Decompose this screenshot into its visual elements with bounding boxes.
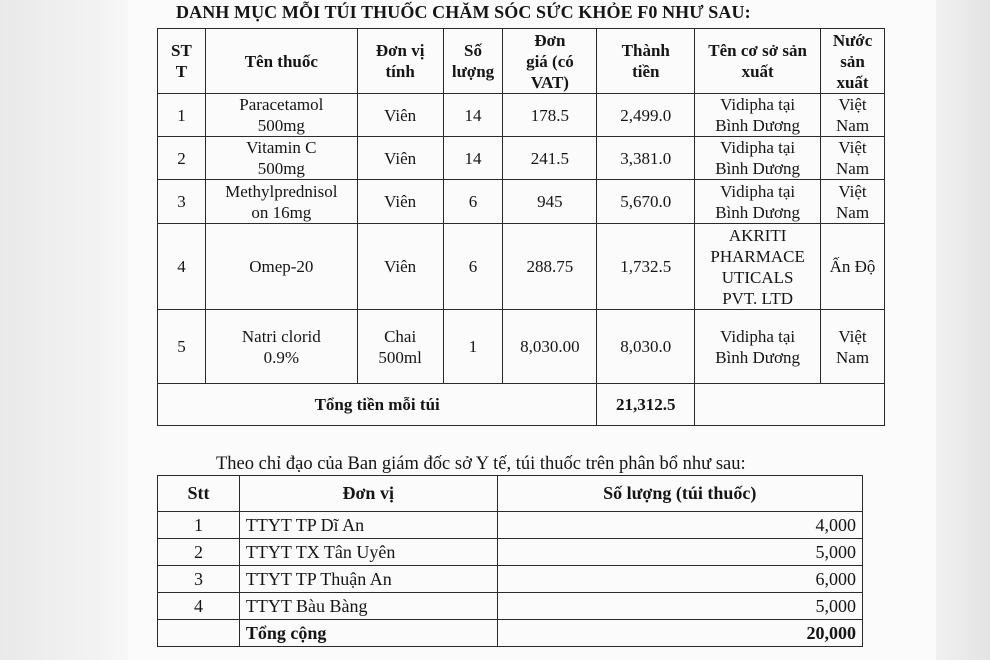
header-don-vi-tinh (357, 29, 443, 94)
header-line: Tên cơ sở sản (708, 41, 807, 60)
cell-nuoc-san-xuat-line: Nam (836, 202, 870, 222)
header-ten-thuoc: Tên thuốc (205, 29, 357, 94)
cell-don-vi-tinh (357, 310, 443, 384)
cell-thanh-tien (597, 224, 695, 310)
allocation-cell-don-vi: TTYT TP Thuận An (239, 566, 497, 593)
cell-stt-line: 5 (177, 337, 186, 356)
total-label: Tổng tiền mỗi túi (158, 384, 597, 426)
header-line: sản (840, 51, 865, 71)
cell-don-vi-tinh-line: 500ml (378, 347, 422, 367)
header-line: giá (có (526, 51, 574, 71)
allocation-cell-stt: 4 (158, 593, 240, 620)
cell-don-gia (503, 94, 597, 137)
cell-nuoc-san-xuat (821, 94, 885, 137)
page-shadow-right (936, 0, 990, 660)
header-stt (158, 29, 206, 94)
cell-co-so-san-xuat-line: PVT. LTD (722, 288, 794, 308)
cell-co-so-san-xuat-line: Vidipha tại (720, 95, 796, 114)
cell-co-so-san-xuat-line: Vidipha tại (720, 326, 796, 346)
table-row (158, 94, 885, 137)
cell-ten-thuoc (205, 180, 357, 224)
cell-stt-line: 2 (177, 148, 186, 168)
cell-stt (158, 310, 206, 384)
header-line: Đơn vị (375, 41, 425, 60)
allocation-row (158, 512, 863, 539)
allocation-row (158, 593, 863, 620)
cell-ten-thuoc (205, 310, 357, 384)
cell-co-so-san-xuat-line: AKRITI (728, 225, 787, 245)
header-line: VAT) (530, 72, 569, 92)
cell-thanh-tien (597, 94, 695, 137)
cell-thanh-tien-line: 5,670.0 (620, 192, 672, 211)
cell-co-so-san-xuat (695, 137, 821, 180)
cell-co-so-san-xuat-line: Bình Dương (715, 116, 801, 135)
cell-thanh-tien-line: 2,499.0 (620, 105, 672, 125)
cell-nuoc-san-xuat (821, 310, 885, 384)
cell-stt (158, 224, 206, 310)
cell-don-vi-tinh-line: Viên (384, 192, 417, 211)
cell-don-gia-line: 945 (537, 192, 563, 211)
header-line: ST (171, 41, 192, 60)
cell-nuoc-san-xuat (821, 224, 885, 310)
cell-ten-thuoc-line: Paracetamol (239, 95, 324, 114)
cell-co-so-san-xuat-line: Vidipha tại (720, 181, 796, 201)
cell-co-so-san-xuat-line: Vidipha tại (720, 138, 796, 157)
cell-don-vi-tinh-line: Viên (384, 105, 417, 125)
cell-co-so-san-xuat (695, 94, 821, 137)
cell-don-vi-tinh (357, 224, 443, 310)
allocation-total-value: 20,000 (497, 620, 862, 647)
cell-nuoc-san-xuat-line: Ấn Độ (829, 257, 876, 276)
cell-nuoc-san-xuat (821, 180, 885, 224)
allocation-cell-so-luong: 5,000 (497, 593, 862, 620)
cell-so-luong (443, 137, 503, 180)
cell-thanh-tien-line: 8,030.0 (620, 337, 672, 356)
header-line: tiền (632, 62, 660, 81)
cell-nuoc-san-xuat-line: Việt (838, 326, 867, 346)
cell-co-so-san-xuat-line: UTICALS (721, 267, 794, 287)
cell-so-luong (443, 94, 503, 137)
cell-nuoc-san-xuat-line: Nam (836, 347, 870, 367)
table-row (158, 224, 885, 310)
allocation-cell-stt: 1 (158, 512, 240, 539)
allocation-header-stt: Stt (158, 476, 240, 512)
allocation-cell-so-luong: 6,000 (497, 566, 862, 593)
cell-don-gia (503, 180, 597, 224)
page-shadow-left (0, 0, 128, 660)
cell-co-so-san-xuat-line: Bình Dương (715, 202, 801, 222)
header-line: xuất (741, 62, 774, 81)
header-line: tính (385, 62, 415, 81)
allocation-cell-don-vi: TTYT TX Tân Uyên (239, 539, 497, 566)
cell-ten-thuoc (205, 224, 357, 310)
cell-co-so-san-xuat (695, 180, 821, 224)
cell-co-so-san-xuat-line: Bình Dương (715, 347, 801, 367)
cell-ten-thuoc-line: Natri clorid (241, 326, 321, 346)
cell-don-gia (503, 137, 597, 180)
allocation-cell-stt: 2 (158, 539, 240, 566)
cell-so-luong-line: 6 (468, 257, 478, 276)
cell-thanh-tien-line: 3,381.0 (620, 148, 672, 168)
cell-thanh-tien-line: 1,732.5 (620, 257, 672, 276)
cell-so-luong (443, 310, 503, 384)
header-line: Thành (621, 41, 670, 60)
cell-ten-thuoc-line: Vitamin C (246, 138, 317, 157)
table-row (158, 310, 885, 384)
header-line: T (175, 62, 188, 81)
cell-ten-thuoc-line: on 16mg (251, 202, 312, 222)
allocation-header-row (158, 476, 863, 512)
cell-don-gia-line: 241.5 (530, 148, 570, 168)
cell-nuoc-san-xuat-line: Nam (836, 116, 870, 135)
header-line: xuất (836, 72, 869, 92)
cell-don-gia-line: 288.75 (526, 257, 574, 276)
allocation-intro: Theo chỉ đạo của Ban giám đốc sở Y tế, túi thuốc trên phân bổ như sau: (216, 454, 746, 474)
cell-don-gia (503, 310, 597, 384)
allocation-header-don-vi: Đơn vị (239, 476, 497, 512)
cell-don-gia-line: 8,030.00 (520, 337, 580, 356)
cell-don-gia (503, 224, 597, 310)
document-heading: DANH MỤC MỖI TÚI THUỐC CHĂM SÓC SỨC KHỎE F0 NHƯ SAU: (176, 2, 751, 22)
allocation-cell-stt: 3 (158, 566, 240, 593)
cell-ten-thuoc-line: 500mg (257, 116, 305, 135)
cell-nuoc-san-xuat-line: Việt (838, 138, 867, 157)
allocation-cell-don-vi: TTYT TP Dĩ An (239, 512, 497, 539)
cell-don-gia-line: 178.5 (530, 105, 570, 125)
cell-co-so-san-xuat (695, 224, 821, 310)
cell-ten-thuoc-line: Omep-20 (249, 257, 314, 276)
medicine-kit-table (157, 28, 885, 426)
header-line: Đơn (534, 30, 566, 50)
allocation-row (158, 566, 863, 593)
cell-don-vi-tinh-line: Viên (384, 257, 417, 276)
cell-don-vi-tinh-line: Chai (384, 326, 417, 346)
cell-so-luong (443, 224, 503, 310)
table-header-row (158, 29, 885, 94)
cell-stt (158, 180, 206, 224)
cell-don-vi-tinh-line: Viên (384, 148, 417, 168)
header-line: Số (464, 41, 482, 60)
cell-so-luong-line: 14 (464, 105, 482, 125)
cell-stt-line: 4 (177, 257, 186, 276)
table-row (158, 180, 885, 224)
cell-thanh-tien (597, 180, 695, 224)
cell-ten-thuoc-line: 500mg (257, 159, 305, 178)
cell-don-vi-tinh (357, 137, 443, 180)
cell-thanh-tien (597, 137, 695, 180)
cell-stt (158, 137, 206, 180)
cell-stt-line: 3 (177, 192, 186, 211)
cell-so-luong-line: 14 (464, 148, 482, 168)
header-thanh-tien (597, 29, 695, 94)
allocation-cell-so-luong: 4,000 (497, 512, 862, 539)
allocation-total-label: Tổng cộng (239, 620, 497, 647)
cell-ten-thuoc (205, 94, 357, 137)
cell-so-luong-line: 6 (468, 192, 478, 211)
cell-so-luong-line: 1 (468, 337, 478, 356)
header-co-so-san-xuat (695, 29, 821, 94)
cell-don-vi-tinh (357, 180, 443, 224)
allocation-cell-so-luong: 5,000 (497, 539, 862, 566)
total-value: 21,312.5 (597, 384, 695, 426)
cell-ten-thuoc (205, 137, 357, 180)
allocation-cell-don-vi: TTYT Bàu Bàng (239, 593, 497, 620)
cell-co-so-san-xuat-line: Bình Dương (715, 159, 801, 178)
header-line: lượng (451, 62, 495, 81)
header-line: Nước (832, 30, 873, 50)
table-total-row (158, 384, 885, 426)
cell-stt (158, 94, 206, 137)
cell-co-so-san-xuat-line: PHARMACE (710, 246, 805, 266)
table-row (158, 137, 885, 180)
cell-nuoc-san-xuat-line: Nam (836, 159, 870, 178)
cell-so-luong (443, 180, 503, 224)
cell-co-so-san-xuat (695, 310, 821, 384)
cell-nuoc-san-xuat-line: Việt (838, 95, 867, 114)
allocation-total-empty (158, 620, 240, 647)
cell-thanh-tien (597, 310, 695, 384)
header-so-luong (443, 29, 503, 94)
cell-nuoc-san-xuat (821, 137, 885, 180)
allocation-table (157, 475, 863, 647)
allocation-row (158, 539, 863, 566)
cell-ten-thuoc-line: Methylprednisol (225, 181, 338, 201)
header-nuoc-san-xuat (821, 29, 885, 94)
allocation-total-row (158, 620, 863, 647)
cell-nuoc-san-xuat-line: Việt (838, 181, 867, 201)
total-empty-cell (695, 384, 885, 426)
allocation-header-so-luong: Số lượng (túi thuốc) (497, 476, 862, 512)
header-don-gia (503, 29, 597, 94)
cell-don-vi-tinh (357, 94, 443, 137)
cell-ten-thuoc-line: 0.9% (263, 347, 300, 367)
cell-stt-line: 1 (177, 105, 186, 125)
